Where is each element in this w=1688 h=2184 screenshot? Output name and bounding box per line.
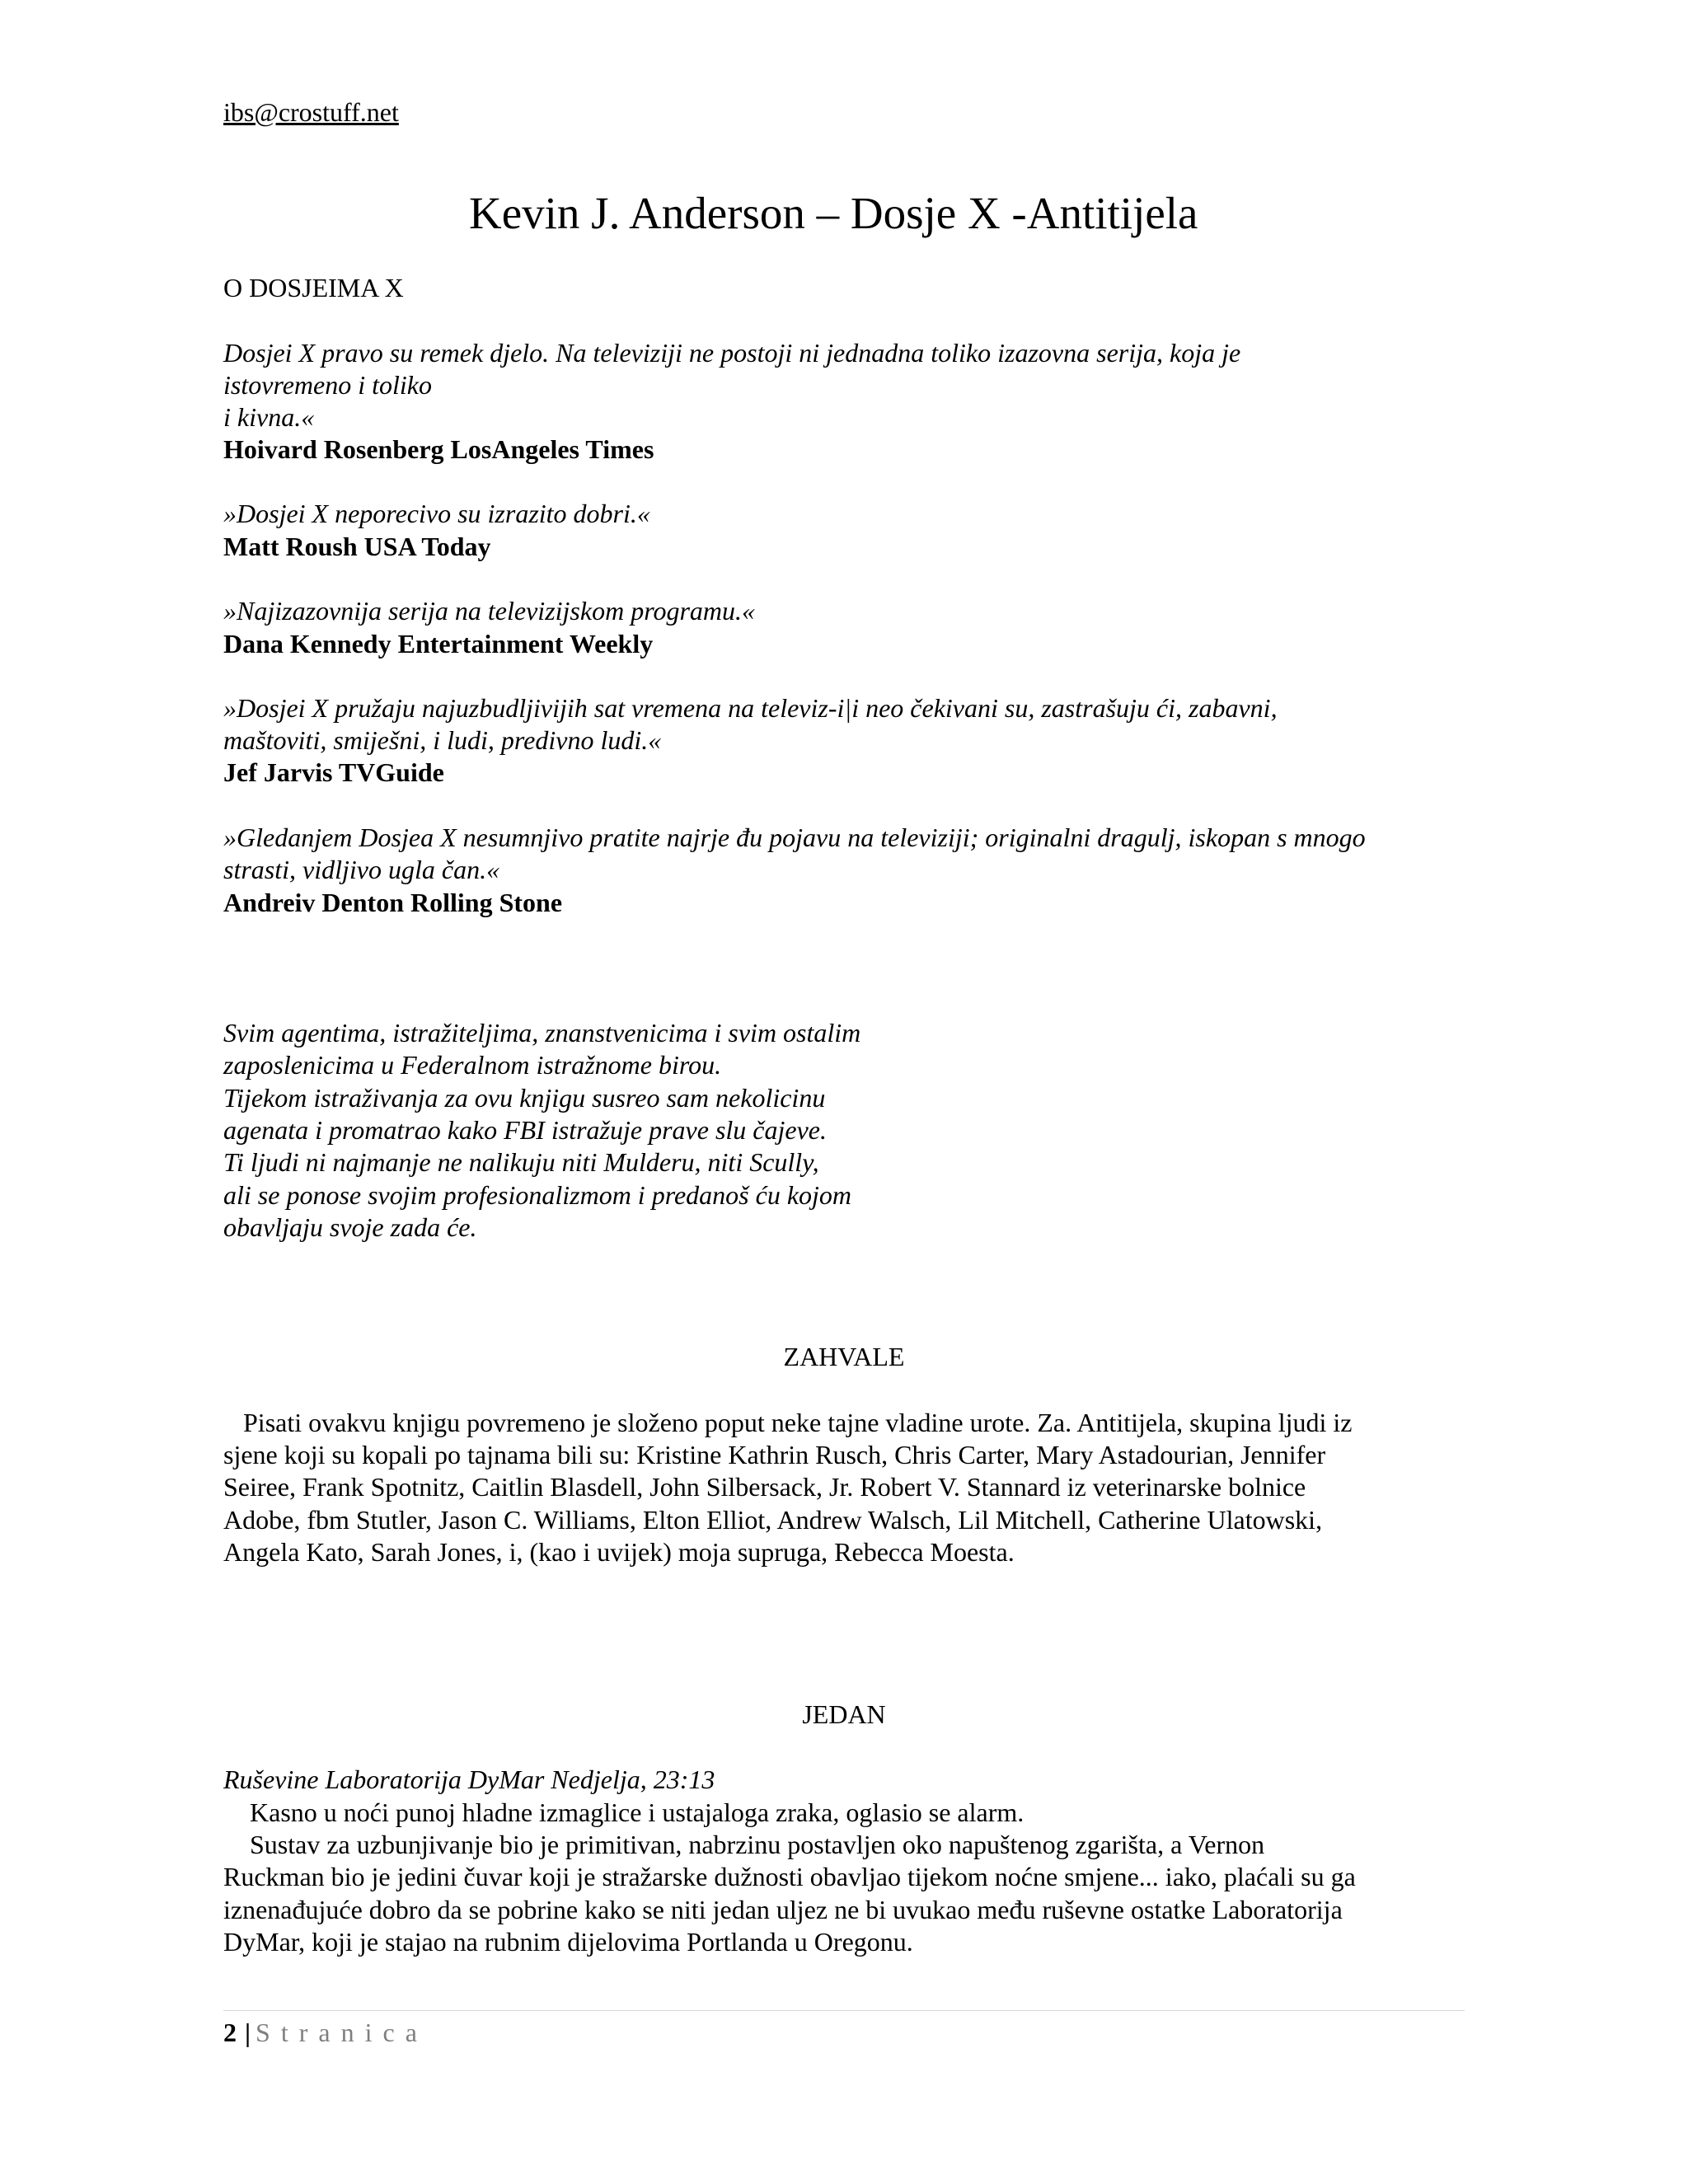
chapter-line: DyMar, koji je stajao na rubnim dijelovima Portlanda u Oregonu. xyxy=(223,1927,913,1957)
dedication-line: Tijekom istraživanja za ovu knjigu susreo sam nekolicinu xyxy=(223,1083,826,1113)
quote-source: Hoivard Rosenberg LosAngeles Times xyxy=(223,434,654,464)
footer-separator: | xyxy=(245,2018,251,2047)
quote-source: Jef Jarvis TVGuide xyxy=(223,757,444,787)
chapter-line: Kasno u noći punoj hladne izmaglice i ustajaloga zraka, oglasio se alarm. xyxy=(223,1797,1025,1827)
dedication-line: Svim agentima, istražiteljima, znanstvenicima i svim ostalim xyxy=(223,1018,861,1047)
chapter-line: iznenađujuće dobro da se pobrine kako se niti jedan uljez ne bi uvukao među ruševne ostatke Laboratorija xyxy=(223,1895,1343,1924)
quote-line: »Gledanjem Dosjea X nesumnjivo pratite najrje đu pojavu na televiziji; originalni dragulj, iskopan s mnogo xyxy=(223,823,1366,852)
page-footer xyxy=(223,2016,428,2049)
acknowledgements-line: Angela Kato, Sarah Jones, i, (kao i uvijek) moja supruga, Rebecca Moesta. xyxy=(223,1537,1015,1567)
quote-line: istovremeno i toliko xyxy=(223,370,432,400)
acknowledgements-line: sjene koji su kopali po tajnama bili su: Kristine Kathrin Rusch, Chris Carter, Mary Astadourian, Jennifer xyxy=(223,1440,1326,1469)
acknowledgements-line: Seiree, Frank Spotnitz, Caitlin Blasdell, John Silbersack, Jr. Robert V. Stannard iz veterinarske bolnice xyxy=(223,1472,1306,1502)
quote-line: »Najizazovnija serija na televizijskom programu.« xyxy=(223,596,756,626)
page-number: 2 xyxy=(223,2018,237,2047)
quote-line: maštoviti, smiješni, i ludi, predivno ludi.« xyxy=(223,725,662,755)
page-label: Stranica xyxy=(256,2018,428,2047)
email-link[interactable]: ibs@crostuff.net xyxy=(223,97,399,127)
chapter-dateline: Ruševine Laboratorija DyMar Nedjelja, 23:13 xyxy=(223,1765,715,1794)
chapter-heading: JEDAN xyxy=(802,1699,886,1729)
dedication-line: zaposlenicima u Federalnom istražnome birou. xyxy=(223,1050,722,1080)
acknowledgements-heading: ZAHVALE xyxy=(783,1342,905,1371)
quote-line: »Dosjei X pružaju najuzbudljivijih sat vremena na televiz-i|i neo čekivani su, zastrašuju ći, zabavni, xyxy=(223,693,1278,723)
quote-line: i kivna.« xyxy=(223,402,315,432)
praise-heading: O DOSJEIMA X xyxy=(223,273,404,302)
document-title: Kevin J. Anderson – Dosje X -Antitijela xyxy=(469,188,1198,238)
quote-line: strasti, vidljivo ugla čan.« xyxy=(223,855,500,884)
dedication-line: ali se ponose svojim profesionalizmom i predanoš ću kojom xyxy=(223,1180,852,1210)
chapter-line: Ruckman bio je jedini čuvar koji je stražarske dužnosti obavljao tijekom noćne smjene... iako, plaćali su ga xyxy=(223,1862,1356,1891)
quote-source: Andreiv Denton Rolling Stone xyxy=(223,888,563,917)
footer-divider xyxy=(223,2010,1465,2011)
dedication-line: Ti ljudi ni najmanje ne nalikuju niti Mulderu, niti Scully, xyxy=(223,1147,819,1177)
dedication-line: obavljaju svoje zada će. xyxy=(223,1212,477,1242)
dedication-line: agenata i promatrao kako FBI istražuje prave slu čajeve. xyxy=(223,1115,827,1145)
chapter-line: Sustav za uzbunjivanje bio je primitivan, nabrzinu postavljen oko napuštenog zgarišta, a Vernon xyxy=(223,1830,1265,1859)
acknowledgements-line: Adobe, fbm Stutler, Jason C. Williams, Elton Elliot, Andrew Walsch, Lil Mitchell, Catherine Ulatowski, xyxy=(223,1505,1323,1535)
quote-line: Dosjei X pravo su remek djelo. Na televiziji ne postoji ni jednadna toliko izazovna serija, koja je xyxy=(223,338,1241,368)
quote-source: Matt Roush USA Today xyxy=(223,532,491,561)
quote-source: Dana Kennedy Entertainment Weekly xyxy=(223,629,654,658)
quote-line: »Dosjei X neporecivo su izrazito dobri.« xyxy=(223,499,650,528)
acknowledgements-line: Pisati ovakvu knjigu povremeno je složeno poput neke tajne vladine urote. Za. Antitijela, skupina ljudi iz xyxy=(223,1408,1353,1437)
